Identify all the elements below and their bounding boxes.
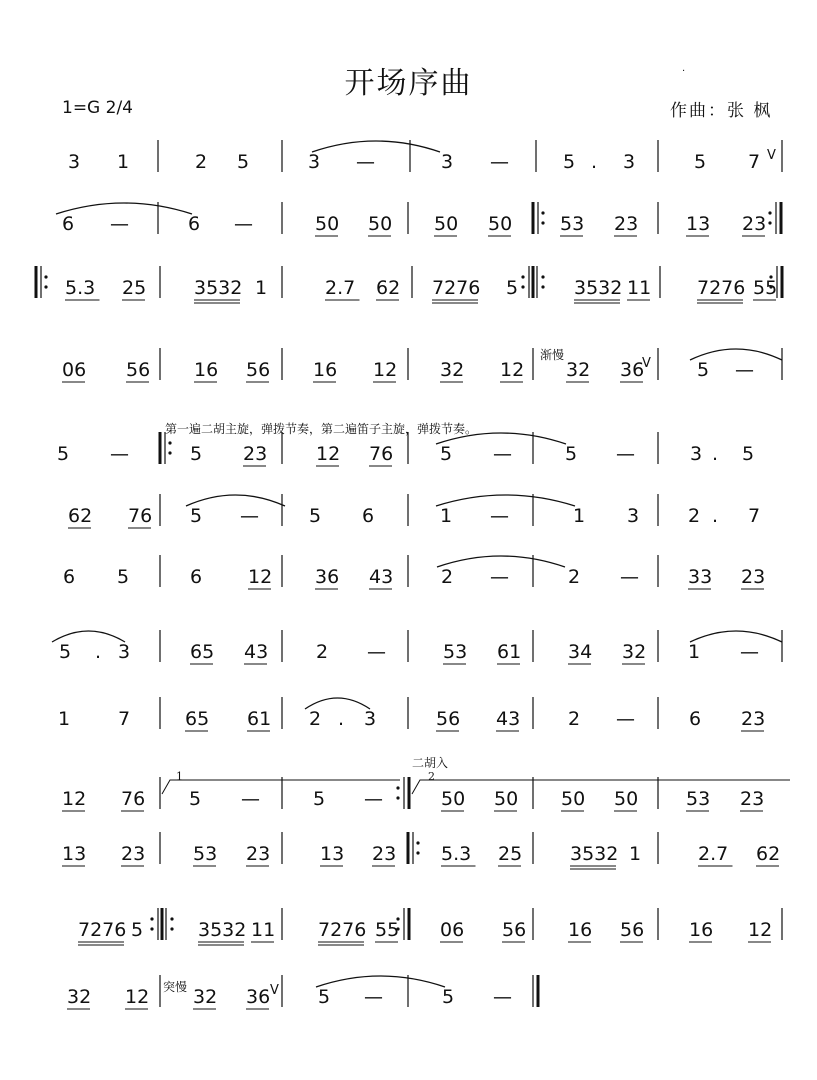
note: 5 [313,788,326,810]
note: 43 [369,566,394,588]
note: 16 [568,919,593,941]
note: 65 [190,641,215,663]
note: 16 [194,359,219,381]
note: 13 [686,213,711,235]
note: 23 [243,443,268,465]
note: 53 [686,788,711,810]
slur [0,545,817,575]
dash-note: — [740,641,759,663]
note: 2 [688,505,701,527]
note: 5 [190,443,203,465]
note: 5 [563,151,576,173]
note: 12 [748,919,773,941]
slur [0,192,817,222]
note: 32 [622,641,647,663]
score-row [0,908,817,968]
note: 5 [131,919,144,941]
note: 61 [497,641,522,663]
note: 12 [316,443,341,465]
dash-note: — [240,505,259,527]
note: 23 [741,566,766,588]
note: 5 [694,151,707,173]
note: 12 [62,788,87,810]
dash-note: — [110,213,129,235]
note: 6 [190,566,203,588]
note: 7 [748,505,761,527]
note: 55 [375,919,400,941]
dash-note: — [110,443,129,465]
note: 16 [689,919,714,941]
slur [0,484,817,514]
annotation-erhu-in: 二胡入 [412,756,449,770]
note: 76 [369,443,394,465]
note: 62 [376,277,401,299]
note: 7 [748,151,761,173]
slur [0,965,817,995]
note: 50 [488,213,513,235]
note: 50 [434,213,459,235]
note: 55 [753,277,778,299]
note: 13 [62,843,87,865]
score-row [0,266,817,326]
note: 43 [496,708,521,730]
note: 12 [373,359,398,381]
note: 56 [502,919,527,941]
breath-mark: V [642,356,651,371]
note: 25 [122,277,147,299]
note: 7276 [432,277,481,299]
note: 56 [126,359,151,381]
dash-note: — [356,151,375,173]
note: 23 [121,843,146,865]
note: 3 [623,151,636,173]
dash-note: — [616,708,635,730]
note: 62 [68,505,93,527]
slur [0,620,817,650]
note: 06 [440,919,465,941]
note: 2 [441,566,454,588]
note: 6 [188,213,201,235]
note: 5 [237,151,250,173]
note: 2 [309,708,322,730]
note: 62 [756,843,781,865]
note: 23 [742,213,767,235]
note: 11 [251,919,276,941]
note: 3 [441,151,454,173]
note: 1 [255,277,268,299]
note: 12 [500,359,525,381]
note: 1 [440,505,453,527]
note: 3532 [570,843,619,865]
annotation-jianman: 渐慢 [540,348,565,362]
dash-note: — [364,788,383,810]
note: 11 [627,277,652,299]
stray-dot: · [682,66,686,77]
note: 5 [57,443,70,465]
page-title: 开场序曲 [344,66,473,101]
note: 12 [248,566,273,588]
dash-note: — [234,213,253,235]
note: 7276 [78,919,127,941]
dash-note: — [616,443,635,465]
dot-extension: . [712,443,719,465]
note: 50 [494,788,519,810]
dash-note: — [493,986,512,1008]
dash-note: — [364,986,383,1008]
dash-note: — [241,788,260,810]
note: 76 [128,505,153,527]
breath-mark: V [270,983,279,998]
note: 5 [117,566,130,588]
note: 56 [246,359,271,381]
dash-note: — [490,566,509,588]
note: 5 [309,505,322,527]
note: 23 [372,843,397,865]
note: 5 [189,788,202,810]
note: 61 [247,708,272,730]
note: 5 [440,443,453,465]
repeat-sign [408,832,420,864]
slur [0,130,817,160]
score-row [0,832,817,892]
note: 50 [315,213,340,235]
note: 5 [742,443,755,465]
dash-note: — [493,443,512,465]
note: 32 [67,986,92,1008]
note: 6 [689,708,702,730]
note: 2 [316,641,329,663]
dash-note: — [490,151,509,173]
note: 34 [568,641,593,663]
annotation-tuman: 突慢 [163,980,188,994]
note: 1 [58,708,71,730]
note: 1 [573,505,586,527]
note: 50 [441,788,466,810]
note: 3532 [574,277,623,299]
repeat-sign [521,266,544,298]
note: 5 [506,277,519,299]
note: 25 [498,843,523,865]
volta-brackets [0,772,817,812]
repeat-sign [36,266,48,298]
note: 3 [308,151,321,173]
note: 5.3 [441,843,472,865]
dot-extension: . [95,641,102,663]
note: 50 [368,213,393,235]
dot-extension: . [712,505,719,527]
note: 3 [690,443,703,465]
annotation-volta-2: 2 [428,770,435,783]
note: 6 [362,505,375,527]
note: 23 [740,788,765,810]
note: 33 [688,566,713,588]
note: 3 [118,641,131,663]
note: 50 [561,788,586,810]
note: 3532 [194,277,243,299]
annotation-note-line: 第一遍二胡主旋，弹拨节奏，第二遍笛子主旋，弹拨节奏。 [165,422,478,436]
note: 13 [320,843,345,865]
note: 36 [246,986,271,1008]
note: 5 [59,641,72,663]
dot-extension: . [338,708,345,730]
note: 2 [568,566,581,588]
note: 3 [364,708,377,730]
annotation-volta-1: 1 [176,770,183,783]
note: 12 [125,986,150,1008]
note: 1 [688,641,701,663]
note: 5 [565,443,578,465]
dot-extension: . [591,151,598,173]
note: 23 [741,708,766,730]
note: 5.3 [65,277,96,299]
note: 32 [440,359,465,381]
dash-note: — [735,359,754,381]
breath-mark: V [767,148,776,163]
note: 5 [190,505,203,527]
note: 1 [117,151,130,173]
note: 3 [68,151,81,173]
slur [0,687,817,717]
note: 3 [627,505,640,527]
note: 43 [244,641,269,663]
note: 2 [568,708,581,730]
note: 53 [443,641,468,663]
slur [0,338,817,368]
note: 36 [620,359,645,381]
note: 53 [560,213,585,235]
note: 7276 [697,277,746,299]
note: 56 [620,919,645,941]
note: 16 [313,359,338,381]
note: 2.7 [698,843,729,865]
note: 5 [318,986,331,1008]
note: 53 [193,843,218,865]
note: 36 [315,566,340,588]
key-signature: 1=G 2/4 [62,98,133,118]
note: 56 [436,708,461,730]
note: 65 [185,708,210,730]
note: 2 [195,151,208,173]
note: 23 [614,213,639,235]
composer-credit: 作曲：张 枫 [670,101,773,121]
dash-note: — [490,505,509,527]
note: 32 [193,986,218,1008]
note: 6 [62,213,75,235]
note: 23 [246,843,271,865]
note: 76 [121,788,146,810]
note: 7 [118,708,131,730]
note: 06 [62,359,87,381]
note: 3532 [198,919,247,941]
note: 50 [614,788,639,810]
note: 1 [629,843,642,865]
note: 6 [63,566,76,588]
dash-note: — [620,566,639,588]
note: 5 [442,986,455,1008]
note: 2.7 [325,277,356,299]
repeat-sign [150,908,173,940]
note: 5 [697,359,710,381]
note: 32 [566,359,591,381]
dash-note: — [367,641,386,663]
note: 7276 [318,919,367,941]
